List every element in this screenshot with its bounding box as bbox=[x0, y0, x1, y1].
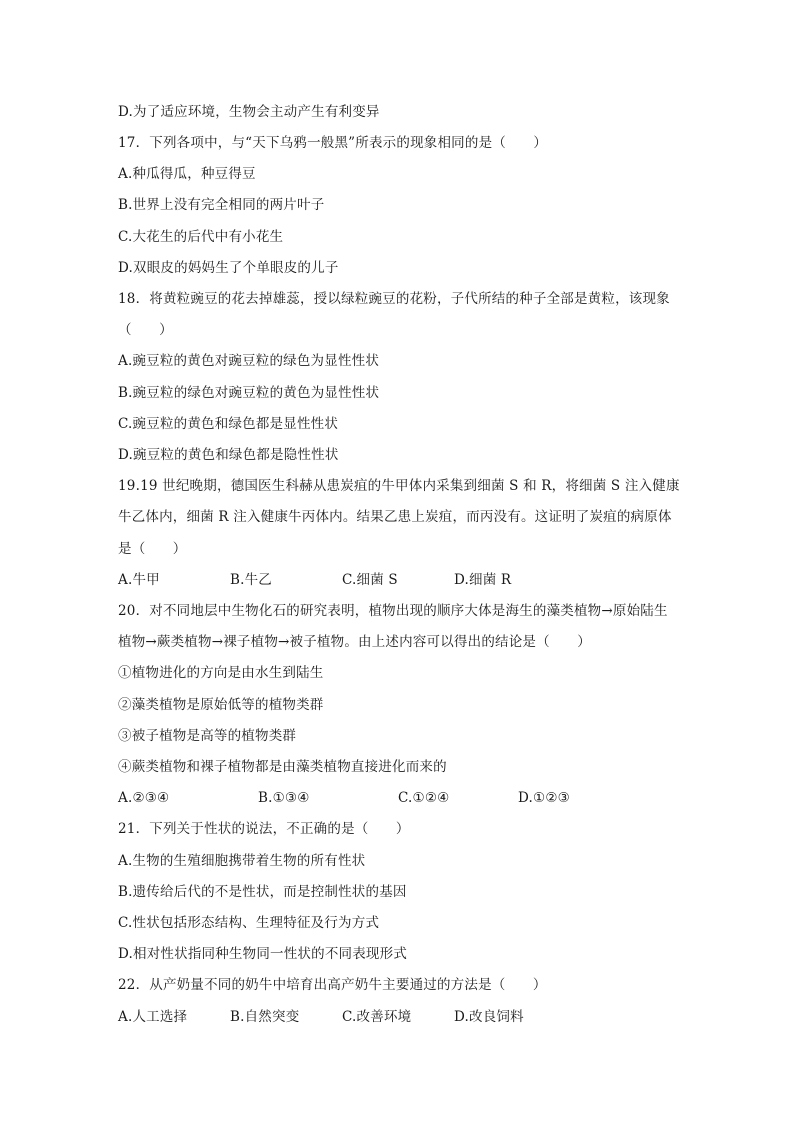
q20-option-a: A.②③④ bbox=[118, 790, 170, 806]
q21-stem: 21．下列关于性状的说法，不正确的是（ ） bbox=[118, 821, 410, 837]
q19-option-c: C.细菌 S bbox=[342, 572, 398, 588]
q19-option-b: B.牛乙 bbox=[230, 572, 273, 588]
q22-stem: 22．从产奶量不同的奶牛中培育出高产奶牛主要通过的方法是（ ） bbox=[118, 977, 547, 993]
q20-statement-2: ②藻类植物是原始低等的植物类群 bbox=[118, 697, 324, 713]
q17-option-c: C.大花生的后代中有小花生 bbox=[118, 229, 284, 245]
q20-stem-line1: 20．对不同地层中生物化石的研究表明，植物出现的顺序大体是海生的藻类植物→原始陆生 bbox=[118, 603, 668, 619]
q18-stem-line1: 18．将黄粒豌豆的花去掉雄蕊，授以绿粒豌豆的花粉，子代所结的种子全部是黄粒，该现象 bbox=[118, 291, 670, 307]
q22-option-c: C.改善环境 bbox=[342, 1009, 412, 1025]
q17-option-d: D.双眼皮的妈妈生了个单眼皮的儿子 bbox=[118, 260, 339, 276]
q21-option-c: C.性状包括形态结构、生理特征及行为方式 bbox=[118, 915, 380, 931]
q18-stem-line2: （ ） bbox=[118, 322, 173, 338]
q18-option-b: B.豌豆粒的绿色对豌豆粒的黄色为显性性状 bbox=[118, 385, 380, 401]
q20-statement-3: ③被子植物是高等的植物类群 bbox=[118, 728, 297, 744]
q19-stem-line3: 是（ ） bbox=[118, 541, 187, 557]
q16-option-d: D.为了适应环境，生物会主动产生有利变异 bbox=[118, 104, 380, 120]
q20-option-c: C.①②④ bbox=[398, 790, 450, 806]
q17-option-a: A.种瓜得瓜，种豆得豆 bbox=[118, 166, 256, 182]
q22-option-d: D.改良饲料 bbox=[454, 1009, 524, 1025]
q19-option-a: A.牛甲 bbox=[118, 572, 160, 588]
q19-stem-line1: 19.19 世纪晚期，德国医生科赫从患炭疽的牛甲体内采集到细菌 S 和 R，将细菌 S 注入健康 bbox=[118, 478, 680, 494]
q18-option-d: D.豌豆粒的黄色和绿色都是隐性性状 bbox=[118, 447, 339, 463]
q20-statement-4: ④蕨类植物和裸子植物都是由藻类植物直接进化而来的 bbox=[118, 759, 447, 775]
q21-option-b: B.遗传给后代的不是性状，而是控制性状的基因 bbox=[118, 884, 407, 900]
q17-option-b: B.世界上没有完全相同的两片叶子 bbox=[118, 197, 325, 213]
q17-stem: 17．下列各项中，与“天下乌鸦一般黑”所表示的现象相同的是（ ） bbox=[118, 135, 548, 151]
q20-option-b: B.①③④ bbox=[258, 790, 310, 806]
q21-option-d: D.相对性状指同种生物同一性状的不同表现形式 bbox=[118, 946, 408, 962]
q19-stem-line2: 牛乙体内，细菌 R 注入健康牛丙体内。结果乙患上炭疽，而丙没有。这证明了炭疽的病原体 bbox=[118, 509, 672, 525]
q19-option-d: D.细菌 R bbox=[454, 572, 512, 588]
q21-option-a: A.生物的生殖细胞携带着生物的所有性状 bbox=[118, 853, 366, 869]
q18-option-c: C.豌豆粒的黄色和绿色都是显性性状 bbox=[118, 416, 339, 432]
q22-option-a: A.人工选择 bbox=[118, 1009, 188, 1025]
q20-statement-1: ①植物进化的方向是由水生到陆生 bbox=[118, 665, 324, 681]
q18-option-a: A.豌豆粒的黄色对豌豆粒的绿色为显性性状 bbox=[118, 353, 380, 369]
q20-option-d: D.①②③ bbox=[518, 790, 570, 806]
q20-stem-line2: 植物→蕨类植物→裸子植物→被子植物。由上述内容可以得出的结论是（ ） bbox=[118, 634, 591, 650]
q22-option-b: B.自然突变 bbox=[230, 1009, 300, 1025]
